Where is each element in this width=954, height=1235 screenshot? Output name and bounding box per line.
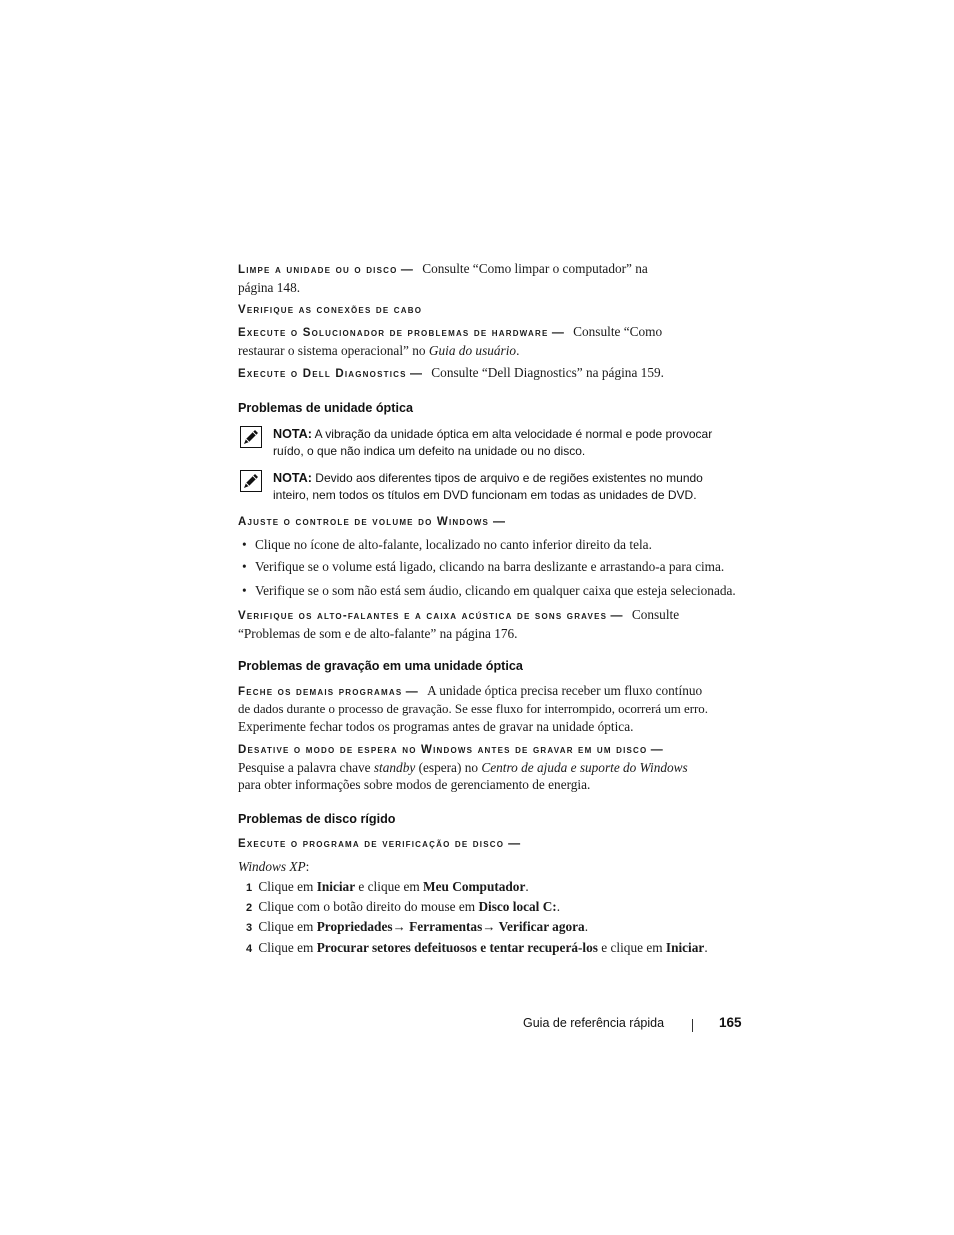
note-label: NOTA: — [273, 427, 312, 441]
note-text-cont: inteiro, nem todos os títulos em DVD funcionam em todas as unidades de DVD. — [273, 488, 697, 502]
step-text: Clique em — [258, 919, 317, 934]
step-text: Clique em — [258, 879, 317, 894]
footer-guide-title: Guia de referência rápida — [523, 1016, 665, 1030]
list-item — [246, 878, 746, 897]
note-pencil-icon — [240, 426, 262, 448]
user-guide-ref: Guia do usuário — [428, 343, 517, 358]
bullet-icon: • — [242, 559, 247, 574]
clean-drive-paragraph — [238, 260, 740, 296]
colon: : — [305, 859, 310, 874]
standby-text: (espera) no — [415, 760, 482, 775]
close-programs-text: A unidade óptica precisa receber um fluxo contínuo — [427, 683, 703, 698]
os-name: Windows XP — [238, 859, 306, 874]
arrow-icon: → — [392, 919, 406, 934]
period: . — [584, 919, 589, 934]
os-label — [238, 858, 740, 875]
em-dash: — — [405, 684, 418, 698]
list-item — [246, 939, 746, 958]
list-item-text: Verifique se o volume está ligado, clicando na barra deslizante e arrastando-a para cima. — [255, 559, 725, 574]
clean-drive-text: Consulte “Como limpar o computador” na — [422, 261, 648, 276]
dell-diagnostics-paragraph — [238, 364, 740, 383]
help-center-ref: Centro de ajuda e suporte do Windows — [481, 760, 688, 775]
bullet-icon: • — [242, 537, 247, 552]
optical-drive-title: Problemas de unidade óptica — [238, 401, 413, 415]
note-label: NOTA: — [273, 471, 312, 485]
em-dash: — — [400, 262, 413, 276]
optical-recording-title: Problemas de gravação em uma unidade óptica — [238, 659, 523, 673]
dell-diagnostics-text: Consulte “Dell Diagnostics” na página 159. — [431, 365, 664, 380]
hw-troubleshooter-paragraph — [238, 323, 740, 359]
standby-text: Pesquise a palavra chave — [238, 760, 374, 775]
footer-divider — [692, 1019, 693, 1032]
volume-control-paragraph — [238, 512, 740, 530]
list-item-text: Clique no ícone de alto-falante, localizado no canto inferior direito da tela. — [255, 537, 652, 552]
ui-term: Procurar setores defeituosos e tentar recuperá-los — [316, 940, 598, 955]
close-programs-paragraph — [238, 682, 740, 735]
clean-drive-text-cont: página 148. — [238, 280, 301, 295]
page-number: 165 — [719, 1015, 742, 1030]
em-dash: — — [493, 514, 506, 528]
step-number: 3 — [246, 922, 253, 934]
close-programs-heading: Feche os demais programas — [238, 686, 403, 698]
period: . — [525, 879, 529, 894]
period: . — [704, 940, 708, 955]
close-programs-text-cont: Experimente fechar todos os programas antes de gravar na unidade óptica. — [238, 719, 634, 734]
list-item — [246, 918, 746, 937]
hw-troubleshooter-text: Consulte “Como — [573, 324, 663, 339]
note-pencil-icon — [240, 470, 262, 492]
speakers-text-cont: “Problemas de som e de alto-falante” na página 176. — [238, 626, 518, 641]
em-dash: — — [551, 325, 564, 339]
list-item — [246, 898, 746, 917]
hw-troubleshooter-heading: Execute o Solucionador de problemas de hardware — [238, 327, 549, 339]
cable-check-paragraph — [238, 300, 740, 318]
standby-text-cont: para obter informações sobre modos de gerenciamento de energia. — [238, 777, 591, 792]
step-number: 1 — [246, 882, 253, 894]
list-item-text: Verifique se o som não está sem áudio, clicando em qualquer caixa que esteja selecionada. — [255, 583, 736, 598]
note-text-cont: ruído, o que não indica um defeito na unidade ou no disco. — [273, 444, 586, 458]
em-dash: — — [610, 608, 623, 622]
ui-term: Iniciar — [665, 940, 705, 955]
standby-heading: Desative o modo de espera no Windows antes de gravar em um disco — [238, 744, 648, 756]
standby-keyword: standby — [373, 760, 416, 775]
em-dash: — — [650, 742, 663, 756]
ui-term: Verificar agora — [495, 919, 585, 934]
clean-drive-heading: Limpe a unidade ou o disco — [238, 264, 398, 276]
cable-check-heading: Verifique as conexões de cabo — [238, 304, 423, 316]
ui-term: Meu Computador — [423, 879, 526, 894]
ui-term: Disco local C: — [478, 899, 557, 914]
volume-control-heading: Ajuste o controle de volume do Windows — [238, 516, 490, 528]
ui-term: Propriedades — [316, 919, 393, 934]
speakers-paragraph — [238, 606, 740, 642]
period: . — [556, 899, 561, 914]
speakers-text: Consulte — [631, 607, 680, 622]
period: . — [516, 343, 520, 358]
step-text: Clique em — [258, 940, 317, 955]
step-number: 2 — [246, 902, 253, 914]
em-dash: — — [409, 366, 422, 380]
step-number: 4 — [246, 943, 253, 955]
ui-term: Ferramentas — [405, 919, 483, 934]
standby-paragraph — [238, 740, 740, 793]
disk-check-paragraph — [238, 834, 740, 852]
arrow-icon: → — [482, 919, 496, 934]
dell-diagnostics-heading: Execute o Dell Diagnostics — [238, 368, 407, 380]
hw-troubleshooter-text-cont: restaurar o sistema operacional” no — [238, 343, 429, 358]
em-dash: — — [508, 836, 521, 850]
disk-check-heading: Execute o programa de verificação de disco — [238, 838, 505, 850]
bullet-icon: • — [242, 583, 247, 598]
step-text: e clique em — [355, 879, 424, 894]
speakers-heading: Verifique os alto-falantes e a caixa acústica de sons graves — [238, 610, 608, 622]
ui-term: Iniciar — [316, 879, 356, 894]
close-programs-text-cont: de dados durante o processo de gravação. Se esse fluxo for interrompido, ocorrerá um erro. — [238, 702, 708, 716]
hard-disk-title: Problemas de disco rígido — [238, 812, 396, 826]
step-text: Clique com o botão direito do mouse em — [258, 899, 479, 914]
note-text: A vibração da unidade óptica em alta velocidade é normal e pode provocar — [314, 427, 713, 441]
note-text: Devido aos diferentes tipos de arquivo e de regiões existentes no mundo — [315, 471, 703, 485]
step-text: e clique em — [597, 940, 666, 955]
